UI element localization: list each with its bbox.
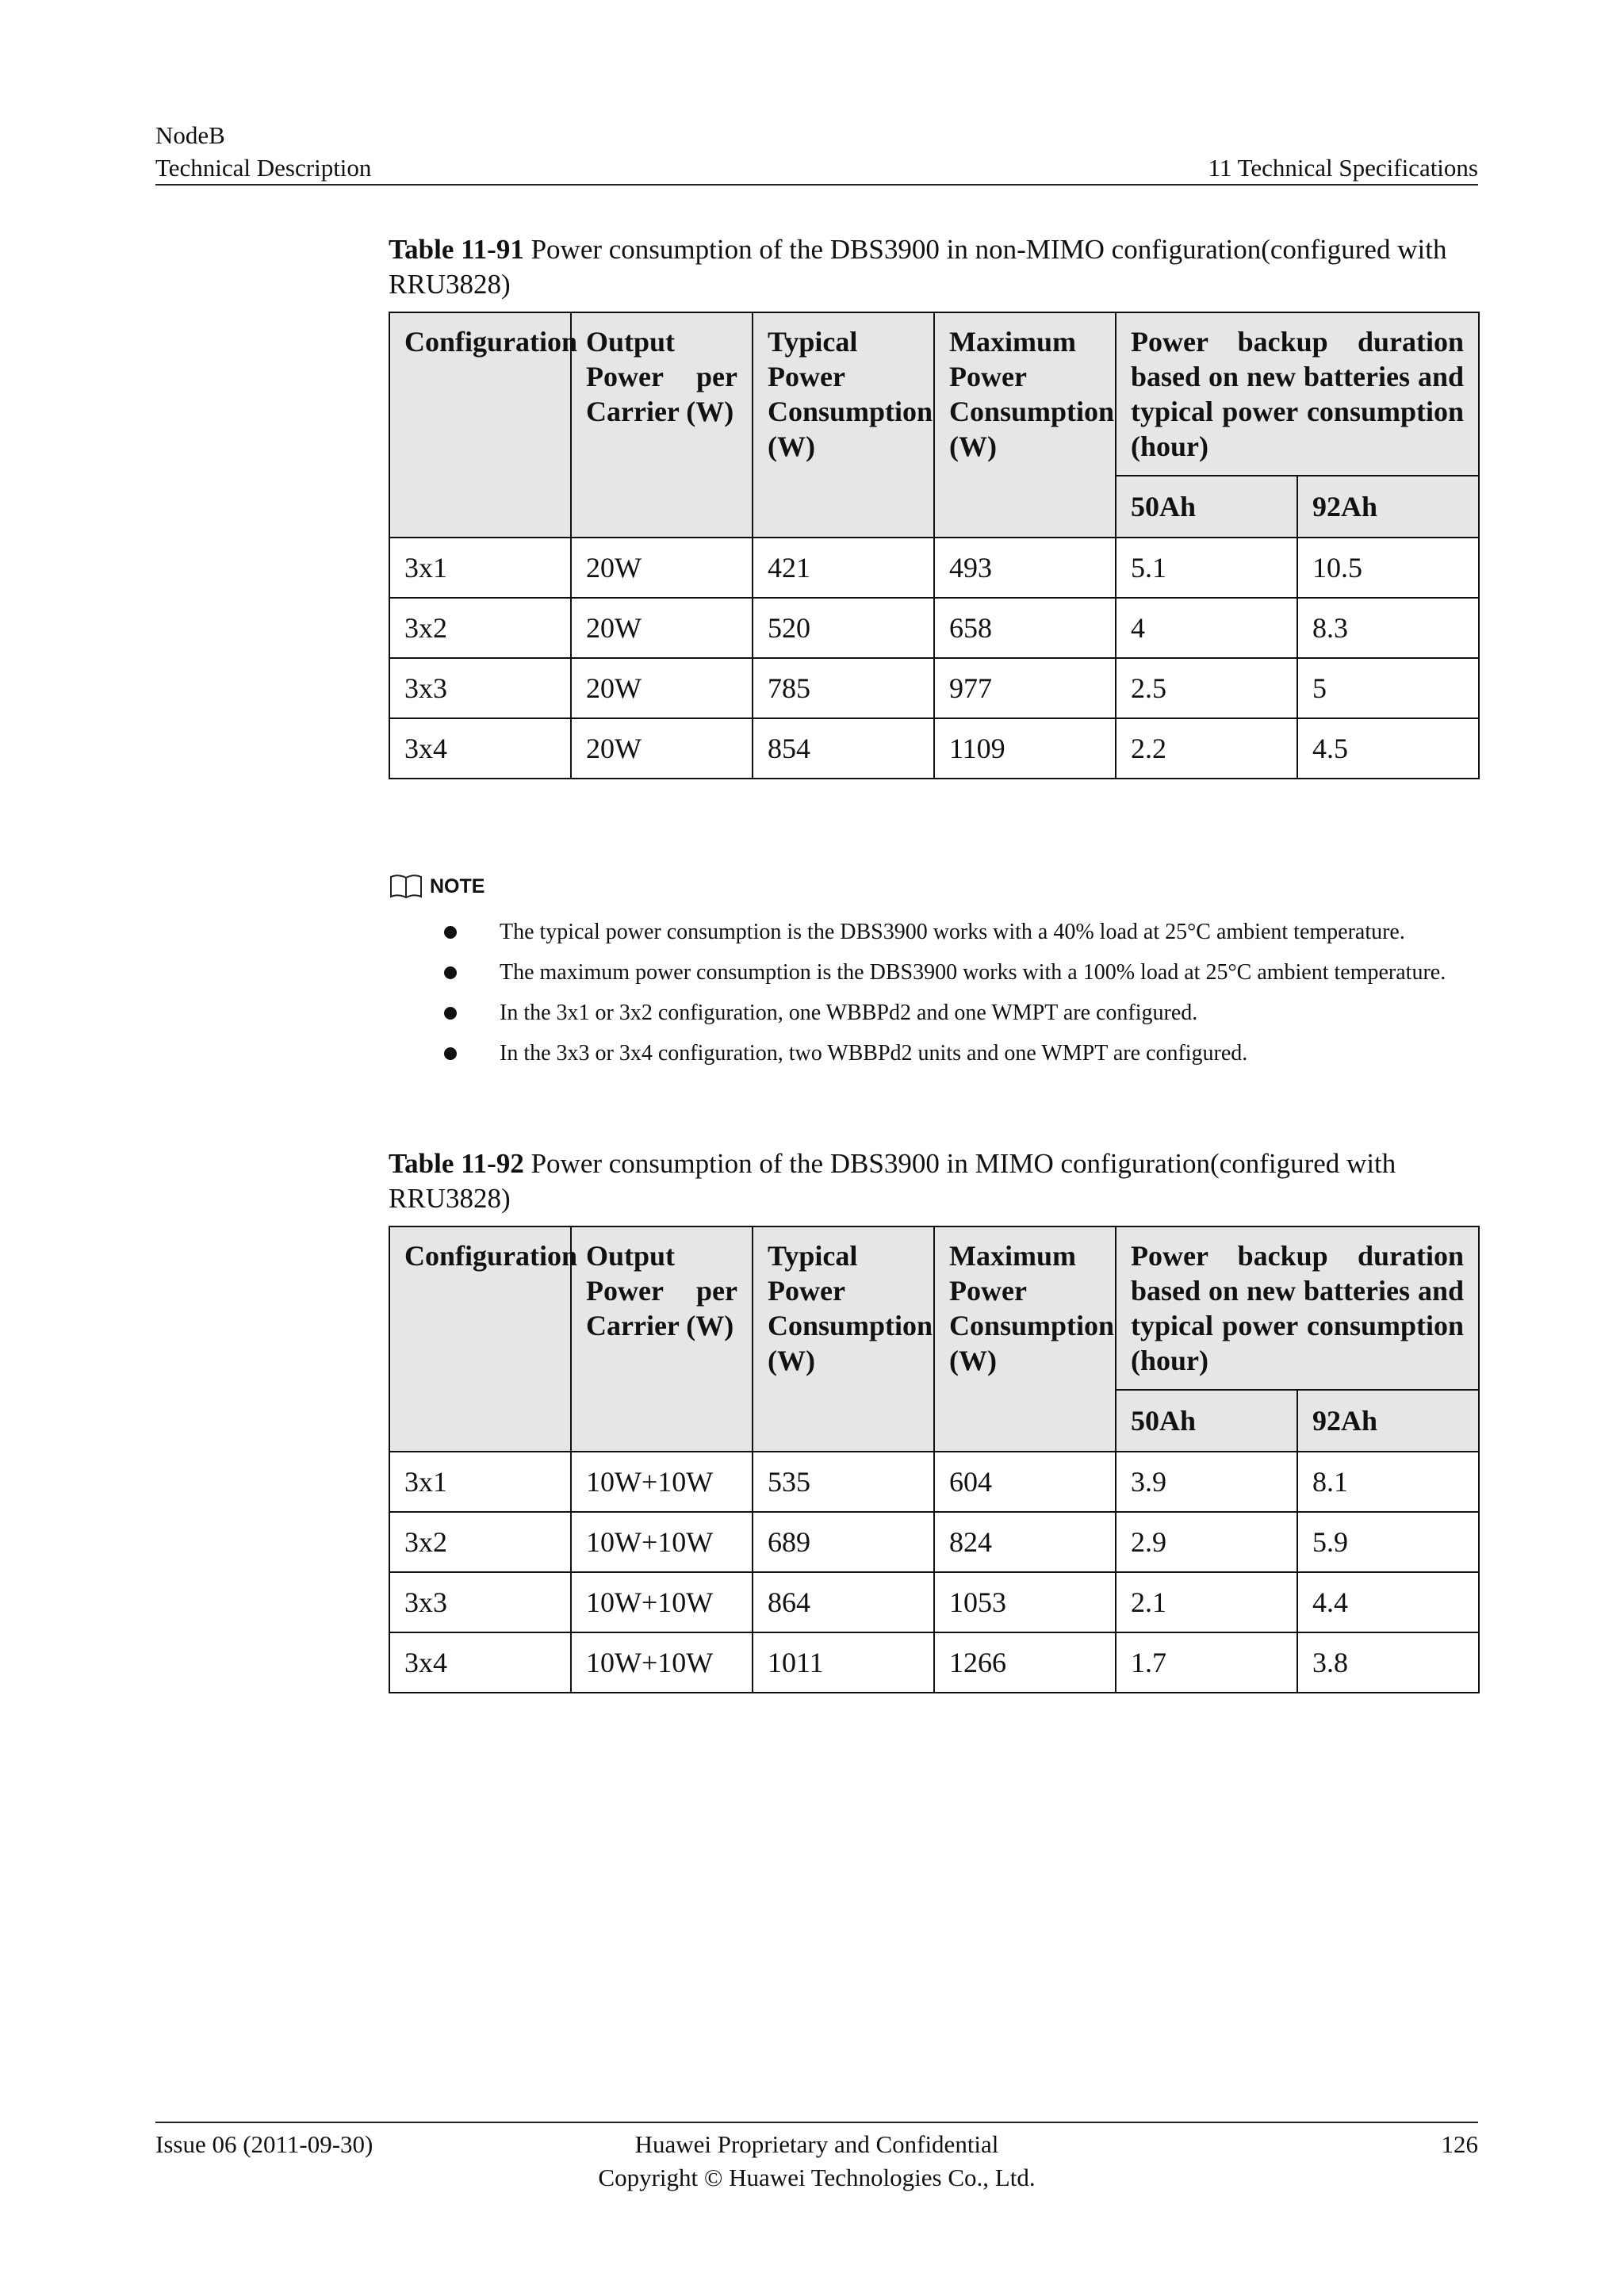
table-cell: 1011 bbox=[753, 1632, 934, 1693]
table-cell: 2.9 bbox=[1116, 1512, 1297, 1572]
table-cell: 658 bbox=[934, 598, 1116, 658]
table-cell: 10W+10W bbox=[571, 1512, 753, 1572]
footer-confidential: Huawei Proprietary and Confidential bbox=[634, 2130, 999, 2158]
table-cell: 10.5 bbox=[1297, 538, 1479, 598]
note-item: In the 3x3 or 3x4 configuration, two WBBPd2 units and one WMPT are configured. bbox=[389, 1038, 1478, 1069]
note-block bbox=[389, 871, 1478, 1066]
table-cell: 1.7 bbox=[1116, 1632, 1297, 1693]
col-header-config: Configuration bbox=[389, 312, 571, 538]
table-cell: 3x2 bbox=[389, 1512, 571, 1572]
table-cell: 4 bbox=[1116, 598, 1297, 658]
table-row bbox=[389, 1512, 1479, 1572]
note-item: In the 3x1 or 3x2 configuration, one WBBPd2 and one WMPT are configured. bbox=[389, 997, 1478, 1028]
table-cell: 3x4 bbox=[389, 718, 571, 779]
table1 bbox=[389, 312, 1480, 779]
table-cell: 10W+10W bbox=[571, 1572, 753, 1632]
table-cell: 854 bbox=[753, 718, 934, 779]
note-heading: NOTE bbox=[430, 874, 485, 897]
table-cell: 689 bbox=[753, 1512, 934, 1572]
table-row bbox=[389, 658, 1479, 718]
col-header-output: Output Power per Carrier (W) bbox=[571, 1226, 753, 1452]
table-row bbox=[389, 538, 1479, 598]
table-cell: 1109 bbox=[934, 718, 1116, 779]
col-header-typical: Typical Power Consumption (W) bbox=[753, 1226, 934, 1452]
table2-label: Table 11-92 bbox=[389, 1148, 524, 1179]
table-cell: 785 bbox=[753, 658, 934, 718]
col-header-maximum: Maximum Power Consumption (W) bbox=[934, 1226, 1116, 1452]
table-cell: 3.8 bbox=[1297, 1632, 1479, 1693]
table-cell: 3x3 bbox=[389, 658, 571, 718]
footer-copyright: Copyright © Huawei Technologies Co., Ltd. bbox=[598, 2164, 1036, 2191]
col-header-backup: Power backup duration based on new batteries and typical power consumption (hour) bbox=[1116, 312, 1479, 476]
bullet-icon bbox=[444, 1047, 457, 1060]
col-header-output: Output Power per Carrier (W) bbox=[571, 312, 753, 538]
page-header bbox=[155, 119, 1478, 184]
table-cell: 8.1 bbox=[1297, 1452, 1479, 1512]
table1-body bbox=[389, 538, 1479, 779]
book-icon bbox=[389, 873, 423, 900]
table-cell: 20W bbox=[571, 658, 753, 718]
table-cell: 20W bbox=[571, 538, 753, 598]
table-cell: 3x4 bbox=[389, 1632, 571, 1693]
table1-label: Table 11-91 bbox=[389, 234, 524, 265]
table1-title: Power consumption of the DBS3900 in non-MIMO configuration(configured with RRU3828) bbox=[389, 234, 1447, 300]
table-cell: 824 bbox=[934, 1512, 1116, 1572]
bullet-icon bbox=[444, 1007, 457, 1020]
table-row bbox=[389, 1452, 1479, 1512]
header-chapter: 11 Technical Specifications bbox=[1208, 154, 1478, 182]
footer-page-number: 126 bbox=[1441, 2130, 1478, 2158]
note-list bbox=[389, 916, 1478, 1078]
header-doc-title: Technical Description bbox=[155, 154, 372, 182]
table-cell: 8.3 bbox=[1297, 598, 1479, 658]
table2-body bbox=[389, 1452, 1479, 1693]
col-header-92ah: 92Ah bbox=[1297, 476, 1479, 538]
table-cell: 3x2 bbox=[389, 598, 571, 658]
table-cell: 20W bbox=[571, 718, 753, 779]
table-row bbox=[389, 1632, 1479, 1693]
table-row bbox=[389, 1572, 1479, 1632]
table-cell: 3x3 bbox=[389, 1572, 571, 1632]
table-row bbox=[389, 718, 1479, 779]
table-cell: 864 bbox=[753, 1572, 934, 1632]
table-cell: 10W+10W bbox=[571, 1452, 753, 1512]
table-cell: 1266 bbox=[934, 1632, 1116, 1693]
table-cell: 5.1 bbox=[1116, 538, 1297, 598]
header-rule bbox=[155, 184, 1478, 186]
table-cell: 421 bbox=[753, 538, 934, 598]
table-row bbox=[389, 598, 1479, 658]
bullet-icon bbox=[444, 966, 457, 979]
table2 bbox=[389, 1226, 1480, 1693]
table-cell: 3.9 bbox=[1116, 1452, 1297, 1512]
note-item: The maximum power consumption is the DBS3900 works with a 100% load at 25°C ambient temperature. bbox=[389, 957, 1478, 988]
table-cell: 20W bbox=[571, 598, 753, 658]
col-header-50ah: 50Ah bbox=[1116, 476, 1297, 538]
col-header-typical: Typical Power Consumption (W) bbox=[753, 312, 934, 538]
table-cell: 977 bbox=[934, 658, 1116, 718]
header-product: NodeB bbox=[155, 121, 225, 149]
table-cell: 2.2 bbox=[1116, 718, 1297, 779]
table-cell: 3x1 bbox=[389, 1452, 571, 1512]
table-cell: 520 bbox=[753, 598, 934, 658]
table2-caption bbox=[389, 1146, 1478, 1216]
bullet-icon bbox=[444, 926, 457, 939]
table-cell: 4.5 bbox=[1297, 718, 1479, 779]
table-cell: 10W+10W bbox=[571, 1632, 753, 1693]
table-cell: 5 bbox=[1297, 658, 1479, 718]
table-cell: 5.9 bbox=[1297, 1512, 1479, 1572]
table-cell: 493 bbox=[934, 538, 1116, 598]
footer-rule bbox=[155, 2122, 1478, 2123]
table-cell: 2.5 bbox=[1116, 658, 1297, 718]
footer-issue: Issue 06 (2011-09-30) bbox=[155, 2130, 373, 2158]
col-header-50ah: 50Ah bbox=[1116, 1390, 1297, 1452]
col-header-92ah: 92Ah bbox=[1297, 1390, 1479, 1452]
col-header-backup: Power backup duration based on new batteries and typical power consumption (hour) bbox=[1116, 1226, 1479, 1390]
col-header-config: Configuration bbox=[389, 1226, 571, 1452]
table-cell: 1053 bbox=[934, 1572, 1116, 1632]
table2-title: Power consumption of the DBS3900 in MIMO configuration(configured with RRU3828) bbox=[389, 1148, 1396, 1214]
table-cell: 604 bbox=[934, 1452, 1116, 1512]
col-header-maximum: Maximum Power Consumption (W) bbox=[934, 312, 1116, 538]
table-cell: 535 bbox=[753, 1452, 934, 1512]
table-cell: 2.1 bbox=[1116, 1572, 1297, 1632]
table-cell: 3x1 bbox=[389, 538, 571, 598]
table1-caption bbox=[389, 232, 1478, 302]
note-item: The typical power consumption is the DBS3900 works with a 40% load at 25°C ambient temperature. bbox=[389, 916, 1478, 947]
table-cell: 4.4 bbox=[1297, 1572, 1479, 1632]
